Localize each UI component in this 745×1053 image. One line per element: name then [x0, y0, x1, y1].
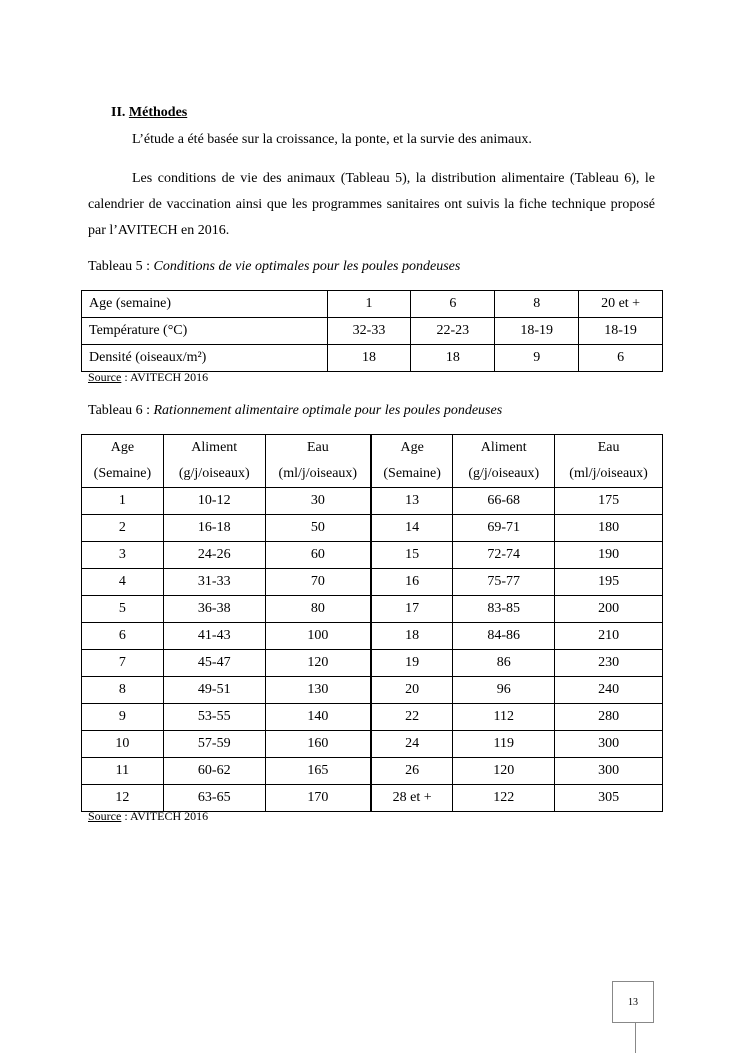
- table-row: [82, 345, 663, 372]
- section-number: II.: [111, 105, 126, 120]
- table6-source: [88, 809, 208, 824]
- page-number-line: [635, 1023, 636, 1053]
- table6-cell: 190: [555, 542, 663, 569]
- table6-cell: 70: [265, 569, 371, 596]
- table6-cell: 63-65: [163, 785, 265, 812]
- table5-cell: 18-19: [579, 318, 663, 345]
- table6-cell: 24-26: [163, 542, 265, 569]
- table6-cell: 53-55: [163, 704, 265, 731]
- table6-cell: 180: [555, 515, 663, 542]
- table6-cell: 24: [371, 731, 453, 758]
- table6-header-row: [82, 435, 663, 462]
- table6-cell: 305: [555, 785, 663, 812]
- table6-title: Rationnement alimentaire optimale pour les poules pondeuses: [153, 403, 503, 418]
- table-row: [82, 677, 663, 704]
- table5-cell: 6: [411, 291, 495, 318]
- page-number: 13: [612, 981, 654, 1023]
- table6-cell: 86: [453, 650, 555, 677]
- table6-cell: 280: [555, 704, 663, 731]
- table6-cell: 14: [371, 515, 453, 542]
- table-row: [82, 704, 663, 731]
- paragraph-1: L’étude a été basée sur la croissance, la ponte, et la survie des animaux.: [132, 132, 532, 147]
- table6-cell: 9: [82, 704, 164, 731]
- table6-label: Tableau 6 :: [88, 403, 154, 418]
- table-row: [82, 758, 663, 785]
- table6-cell: 45-47: [163, 650, 265, 677]
- table6-header-cell: Aliment: [453, 435, 555, 462]
- table6-cell: 5: [82, 596, 164, 623]
- table6-cell: 60: [265, 542, 371, 569]
- table-row: [82, 515, 663, 542]
- table6-cell: 28 et +: [371, 785, 453, 812]
- table6-cell: 19: [371, 650, 453, 677]
- source-label: Source: [88, 370, 122, 384]
- table-row: [82, 569, 663, 596]
- section-title: Méthodes: [128, 105, 188, 120]
- table6-cell: 3: [82, 542, 164, 569]
- table6-cell: 36-38: [163, 596, 265, 623]
- table-row: [82, 785, 663, 812]
- table6-cell: 170: [265, 785, 371, 812]
- table6-cell: 16-18: [163, 515, 265, 542]
- table6-cell: 160: [265, 731, 371, 758]
- table6-header-cell: (ml/j/oiseaux): [265, 461, 371, 488]
- table6-cell: 30: [265, 488, 371, 515]
- table6-cell: 41-43: [163, 623, 265, 650]
- table-row: [82, 542, 663, 569]
- table6-cell: 120: [453, 758, 555, 785]
- table5-cell: 9: [495, 345, 579, 372]
- table6-cell: 18: [371, 623, 453, 650]
- table6-cell: 10-12: [163, 488, 265, 515]
- table6-cell: 13: [371, 488, 453, 515]
- table5-cell: Température (°C): [82, 318, 328, 345]
- table6-cell: 112: [453, 704, 555, 731]
- table5-cell: Age (semaine): [82, 291, 328, 318]
- table6-cell: 16: [371, 569, 453, 596]
- table6-header-cell: Aliment: [163, 435, 265, 462]
- table6-header-cell: (Semaine): [371, 461, 453, 488]
- table5-caption: [88, 259, 460, 275]
- table6-cell: 4: [82, 569, 164, 596]
- table-row: [82, 488, 663, 515]
- table-row: [82, 291, 663, 318]
- table6-header-cell: (ml/j/oiseaux): [555, 461, 663, 488]
- table6-cell: 69-71: [453, 515, 555, 542]
- table6-cell: 240: [555, 677, 663, 704]
- table6-cell: 57-59: [163, 731, 265, 758]
- table6-cell: 72-74: [453, 542, 555, 569]
- table6-cell: 175: [555, 488, 663, 515]
- table6-header-cell: (g/j/oiseaux): [453, 461, 555, 488]
- section-heading: [111, 105, 187, 121]
- table5-title: Conditions de vie optimales pour les poules pondeuses: [153, 259, 461, 274]
- table6-cell: 84-86: [453, 623, 555, 650]
- table6-cell: 66-68: [453, 488, 555, 515]
- source-text: : AVITECH 2016: [121, 809, 209, 823]
- table6-header-cell: (Semaine): [82, 461, 164, 488]
- table6-header-row: [82, 461, 663, 488]
- table6-cell: 31-33: [163, 569, 265, 596]
- table6: [81, 434, 663, 812]
- table5-source: [88, 370, 208, 385]
- table6-cell: 6: [82, 623, 164, 650]
- table5-cell: 8: [495, 291, 579, 318]
- table-row: [82, 596, 663, 623]
- table6-cell: 75-77: [453, 569, 555, 596]
- table6-header-cell: Age: [82, 435, 164, 462]
- table5-cell: 22-23: [411, 318, 495, 345]
- table6-cell: 83-85: [453, 596, 555, 623]
- table6-cell: 17: [371, 596, 453, 623]
- table6-cell: 1: [82, 488, 164, 515]
- table5-cell: 32-33: [327, 318, 411, 345]
- table6-cell: 300: [555, 758, 663, 785]
- table5-cell: 18-19: [495, 318, 579, 345]
- source-text: : AVITECH 2016: [121, 370, 209, 384]
- table6-cell: 8: [82, 677, 164, 704]
- table6-cell: 2: [82, 515, 164, 542]
- source-label: Source: [88, 809, 122, 823]
- table6-cell: 80: [265, 596, 371, 623]
- table5-cell: 18: [411, 345, 495, 372]
- table6-cell: 210: [555, 623, 663, 650]
- table6-cell: 165: [265, 758, 371, 785]
- table5-cell: Densité (oiseaux/m²): [82, 345, 328, 372]
- table5-label: Tableau 5 :: [88, 259, 154, 274]
- table-row: [82, 650, 663, 677]
- table6-header-cell: Eau: [555, 435, 663, 462]
- table6-cell: 12: [82, 785, 164, 812]
- table6-cell: 10: [82, 731, 164, 758]
- table6-cell: 200: [555, 596, 663, 623]
- table-row: [82, 731, 663, 758]
- table6-cell: 50: [265, 515, 371, 542]
- table6-cell: 100: [265, 623, 371, 650]
- table6-cell: 195: [555, 569, 663, 596]
- table6-cell: 49-51: [163, 677, 265, 704]
- table5-cell: 1: [327, 291, 411, 318]
- table5-cell: 6: [579, 345, 663, 372]
- paragraph-2: Les conditions de vie des animaux (Tableau 5), la distribution alimentaire (Tableau 6), le calendrier de vaccination ainsi que les programmes sanitaires ont suivis la fiche technique proposé par l’AVITECH en 2016.: [88, 171, 655, 238]
- table5-cell: 18: [327, 345, 411, 372]
- table6-cell: 122: [453, 785, 555, 812]
- table6-cell: 96: [453, 677, 555, 704]
- table6-header-cell: Age: [371, 435, 453, 462]
- table5: [81, 290, 663, 372]
- table-row: [82, 623, 663, 650]
- table6-cell: 60-62: [163, 758, 265, 785]
- table6-cell: 119: [453, 731, 555, 758]
- table6-cell: 26: [371, 758, 453, 785]
- table6-header-cell: Eau: [265, 435, 371, 462]
- table6-header-cell: (g/j/oiseaux): [163, 461, 265, 488]
- table5-cell: 20 et +: [579, 291, 663, 318]
- table6-cell: 130: [265, 677, 371, 704]
- table6-cell: 120: [265, 650, 371, 677]
- table6-cell: 15: [371, 542, 453, 569]
- table6-cell: 140: [265, 704, 371, 731]
- table6-cell: 22: [371, 704, 453, 731]
- table6-cell: 20: [371, 677, 453, 704]
- table6-caption: [88, 403, 502, 419]
- table6-cell: 11: [82, 758, 164, 785]
- table6-cell: 300: [555, 731, 663, 758]
- table-row: [82, 318, 663, 345]
- table6-cell: 230: [555, 650, 663, 677]
- table6-cell: 7: [82, 650, 164, 677]
